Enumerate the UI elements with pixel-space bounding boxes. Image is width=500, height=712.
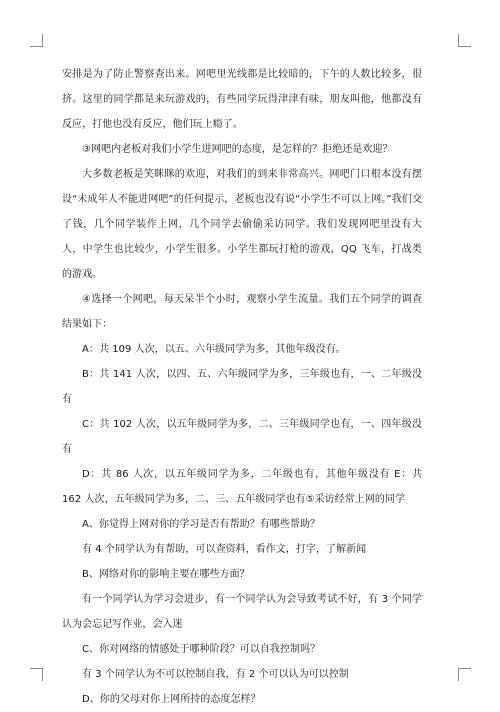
- crop-mark-bottom-left: [30, 668, 43, 681]
- paragraph-result-b: B：共 141 人次，以四、五、六年级同学为多，三年级也有，一、二年级没有: [62, 369, 422, 405]
- paragraph-interview-question-a: A、你觉得上网对你的学习是否有帮助？有哪些帮助？: [82, 519, 321, 530]
- crop-mark-bottom-right: [458, 668, 471, 681]
- paragraph-owner-attitude: 大多数老板是笑眯眯的欢迎，对我们的到来非常高兴。网吧门口根本没有摆设“未成年人不能进网吧”的任何提示，老板也没有说“小学生不可以上网。”我们交了钱，几个同学装作上网，几个同学去偷偷采访同学。我们发现网吧里没有大人，中学生也比较少，小学生很多。小学生都玩打枪的游戏，QQ 飞车，打战类的游戏。: [62, 169, 422, 280]
- paragraph-result-c: C：共 102 人次，以五年级同学为多，二、三年级同学也有，一、四年级没有: [62, 419, 422, 455]
- paragraph-result-a: A：共 109 人次，以五、六年级同学为多，其他年级没有。: [82, 344, 346, 355]
- crop-mark-top-right: [458, 34, 471, 47]
- paragraph-interview-answer-a: 有 4 个同学认为有帮助，可以查资料，看作文，打字，了解新闻: [82, 544, 367, 555]
- crop-mark-top-left: [30, 34, 43, 47]
- paragraph-question-4: ④选择一个网吧，每天呆半个小时，观察小学生流量。我们五个同学的调查结果如下：: [62, 294, 422, 330]
- paragraph-interview-question-c: C、你对网络的情感处于哪种阶段？可以自我控制吗？: [82, 644, 321, 655]
- document-body: [62, 62, 422, 712]
- paragraph-interview-question-b: B、网络对你的影响主要在哪些方面？: [82, 569, 250, 580]
- paragraph-interview-answer-c: 有 3 个同学认为不可以控制自我，有 2 个可以认为可以控制: [82, 669, 349, 680]
- paragraph-interview-answer-b: 有一个同学认为学习会进步，有一个同学认为会导致考试不好，有 3 个同学认为会忘记写作业，会入迷: [62, 594, 422, 630]
- paragraph-interview-question-d: D、你的父母对你上网所持的态度怎样？: [82, 694, 261, 705]
- paragraph-result-d-e: D：共 86 人次，以五年级同学为多，二年级也有，其他年级没有 E：共 162 人次，五年级同学为多，二、三、五年级同学也有⑤采访经常上网的同学: [62, 469, 422, 505]
- paragraph-question-3: ③网吧内老板对我们小学生进网吧的态度，是怎样的？拒绝还是欢迎？: [82, 144, 393, 155]
- paragraph-survey-observation: 安排是为了防止警察查出来。网吧里光线都是比较暗的，下午的人数比较多，很挤。这里的同学都是来玩游戏的，有些同学玩得津津有味，朋友叫他，他都没有反应，打他也没有反应，他们玩上瘾了。: [62, 69, 422, 130]
